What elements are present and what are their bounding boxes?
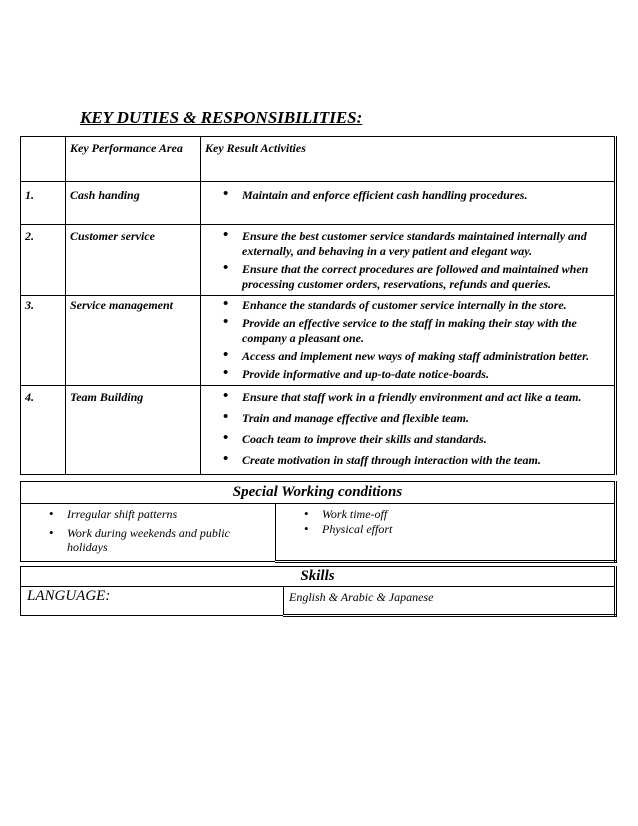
activity-item: • Enhance the standards of customer service internally in the store. <box>242 298 606 313</box>
special-conditions-table <box>20 481 617 563</box>
language-label: LANGUAGE: <box>21 587 284 616</box>
row-area: Customer service <box>66 225 201 296</box>
activity-item: • Ensure the best customer service standards maintained internally and externally, and behaving in a very patient and elegant way. <box>242 229 606 259</box>
row-area: Team Building <box>66 386 201 475</box>
condition-item: • Work during weekends and public holidays <box>67 526 275 554</box>
activity-item: • Access and implement new ways of making staff administration better. <box>242 349 606 364</box>
special-conditions-title: Special Working conditions <box>21 482 616 504</box>
activity-item: • Coach team to improve their skills and standards. <box>242 432 606 447</box>
activity-item: • Maintain and enforce efficient cash handling procedures. <box>242 188 606 203</box>
activity-item: • Create motivation in staff through interaction with the team. <box>242 453 606 468</box>
condition-item: • Physical effort <box>322 522 614 536</box>
row-number: 4. <box>21 386 66 475</box>
skills-language-row <box>21 587 616 616</box>
special-title-row <box>21 482 616 504</box>
row-activities <box>201 182 616 225</box>
row-number: 1. <box>21 182 66 225</box>
activity-item: • Ensure that the correct procedures are followed and maintained when processing customer orders, reservations, refunds and queries. <box>242 262 606 292</box>
skills-title-row <box>21 567 616 587</box>
duties-table <box>20 136 617 475</box>
duties-header-row <box>21 137 616 182</box>
special-content-row <box>21 504 616 562</box>
header-number <box>21 137 66 182</box>
row-number: 3. <box>21 296 66 386</box>
special-left-cell <box>21 504 276 562</box>
table-row <box>21 182 616 225</box>
row-area: Cash handing <box>66 182 201 225</box>
activity-item: • Train and manage effective and flexible team. <box>242 411 606 426</box>
row-activities <box>201 225 616 296</box>
row-activities <box>201 386 616 475</box>
skills-title: Skills <box>21 567 616 587</box>
row-activities <box>201 296 616 386</box>
language-value: English & Arabic & Japanese <box>284 587 616 616</box>
table-row <box>21 225 616 296</box>
header-key-performance-area: Key Performance Area <box>66 137 201 182</box>
activity-item: • Provide informative and up-to-date notice-boards. <box>242 367 606 382</box>
special-right-cell <box>276 504 616 562</box>
table-row <box>21 296 616 386</box>
condition-item: • Irregular shift patterns <box>67 507 275 521</box>
table-row <box>21 386 616 475</box>
condition-item: • Work time-off <box>322 507 614 521</box>
activity-item: • Ensure that staff work in a friendly environment and act like a team. <box>242 390 606 405</box>
skills-table <box>20 566 617 617</box>
row-area: Service management <box>66 296 201 386</box>
header-key-result-activities: Key Result Activities <box>201 137 616 182</box>
page-heading: KEY DUTIES & RESPONSIBILITIES: <box>80 108 363 127</box>
row-number: 2. <box>21 225 66 296</box>
activity-item: • Provide an effective service to the staff in making their stay with the company a pleasant one. <box>242 316 606 346</box>
